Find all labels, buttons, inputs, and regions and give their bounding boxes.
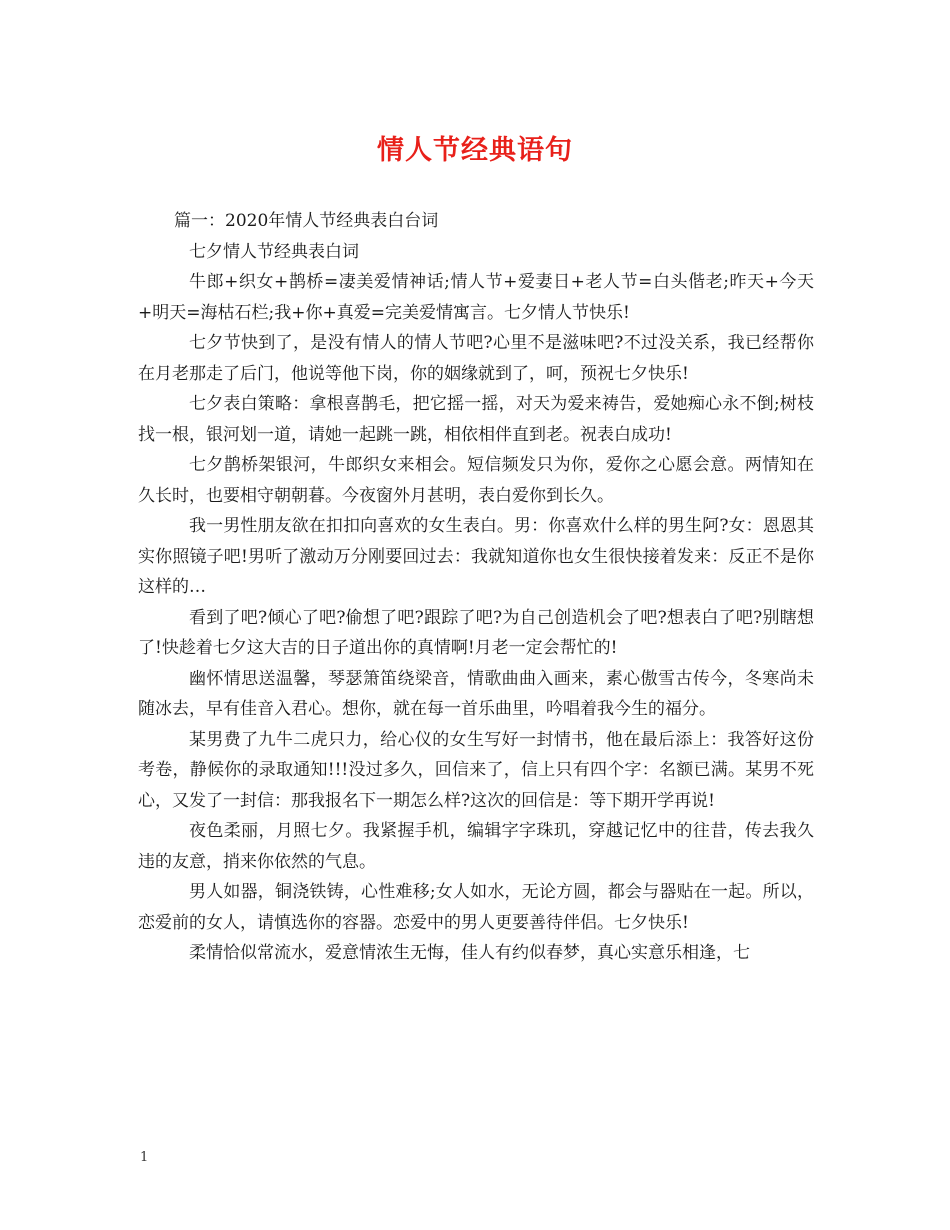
paragraph: 柔情恰似常流水，爱意情浓生无悔，佳人有约似春梦，真心实意乐相逢，七 [189, 943, 750, 963]
paragraph: 七夕表白策略：拿根喜鹊毛，把它摇一摇，对天为爱来祷告，爱她痴心永不倒;树枝找一根，银河划一道，请她一起跳一跳，相依相伴直到老。祝表白成功! [138, 394, 814, 445]
paragraph: 看到了吧?倾心了吧?偷想了吧?跟踪了吧?为自己创造机会了吧?想表白了吧?别瞎想了!快趁着七夕这大吉的日子道出你的真情啊!月老一定会帮忙的! [138, 607, 814, 658]
document-body [138, 206, 814, 969]
section-heading: 篇一：2020年情人节经典表白台词 [174, 211, 439, 231]
paragraph: 七夕鹊桥架银河，牛郎织女来相会。短信频发只为你，爱你之心愿会意。两情知在久长时，也要相守朝朝暮。今夜窗外月甚明，表白爱你到长久。 [138, 455, 814, 506]
paragraph: 男人如器，铜浇铁铸，心性难移;女人如水，无论方圆，都会与器贴在一起。所以，恋爱前的女人，请慎选你的容器。恋爱中的男人更要善待伴侣。七夕快乐! [138, 882, 814, 933]
paragraph: 某男费了九牛二虎只力，给心仪的女生写好一封情书，他在最后添上：我答好这份考卷，静候你的录取通知!!!没过多久，回信来了，信上只有四个字：名额已满。某男不死心，又发了一封信：那我报名下一期怎么样?这次的回信是：等下期开学再说! [138, 729, 814, 811]
paragraph: 我一男性朋友欲在扣扣向喜欢的女生表白。男：你喜欢什么样的男生阿?女：恩恩其实你照镜子吧!男听了激动万分刚要回过去：我就知道你也女生很快接着发来：反正不是你这样的… [138, 516, 814, 597]
paragraph: 幽怀情思送温馨，琴瑟箫笛绕梁音，情歌曲曲入画来，素心傲雪古传今，冬寒尚未随冰去，早有佳音入君心。想你，就在每一首乐曲里，吟唱着我今生的福分。 [138, 668, 814, 719]
page-number: 1 [140, 1150, 149, 1165]
subheading: 七夕情人节经典表白词 [189, 241, 359, 262]
paragraph: 七夕节快到了，是没有情人的情人节吧?心里不是滋味吧?不过没关系，我已经帮你在月老那走了后门，他说等他下岗，你的姻缘就到了，呵，预祝七夕快乐! [138, 333, 814, 384]
document-title: 情人节经典语句 [377, 135, 573, 166]
paragraph: 牛郎+织女+鹊桥=凄美爱情神话;情人节+爱妻日+老人节=白头偕老;昨天+今天+明天=海枯石栏;我+你+真爱=完美爱情寓言。七夕情人节快乐! [138, 272, 814, 323]
paragraph: 夜色柔丽，月照七夕。我紧握手机，编辑字字珠玑，穿越记忆中的往昔，传去我久违的友意，捎来你依然的气息。 [138, 821, 814, 872]
